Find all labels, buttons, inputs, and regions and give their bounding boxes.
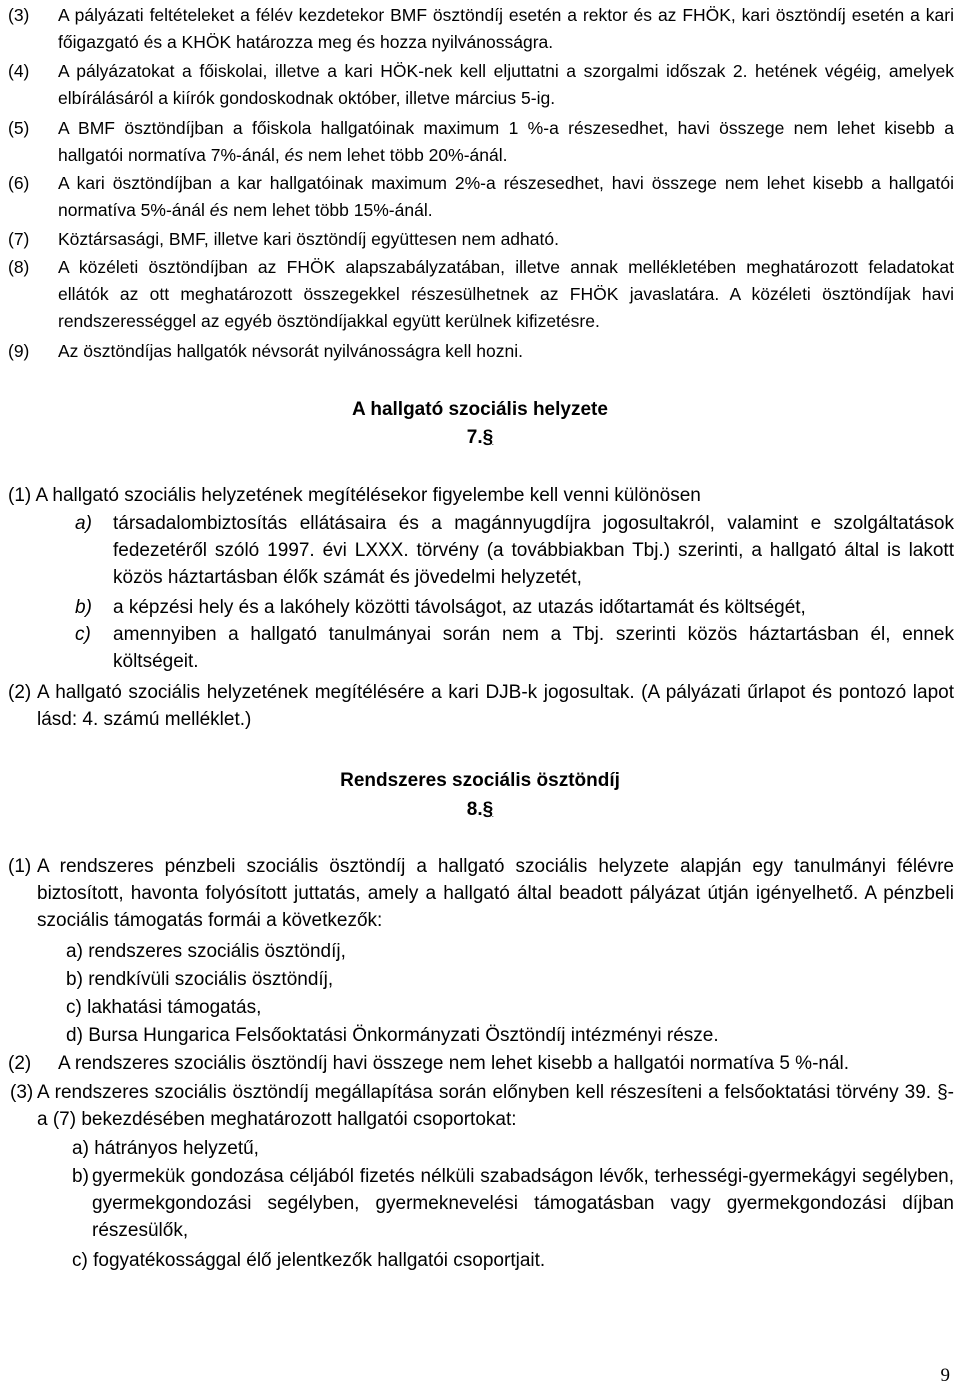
section-title: A hallgató szociális helyzete — [352, 399, 608, 420]
section8-list-item: b) rendkívüli szociális ösztöndíj, — [66, 969, 334, 990]
paragraph-7 — [8, 226, 954, 253]
paragraph-3 — [8, 2, 954, 56]
paragraph-text: A kari ösztöndíjban a kar hallgatóinak maximum 2%-a részesedhet, havi összege nem lehet kisebb a hallgatói normatíva 5%-ánál és nem lehet több 15%-ánál. — [58, 173, 954, 220]
section8-list-item: d) Bursa Hungarica Felsőoktatási Önkormányzati Ösztöndíj intézményi része. — [66, 1025, 719, 1046]
paragraph-8 — [8, 254, 954, 335]
paragraph-6 — [8, 170, 954, 224]
paragraph-text: A közéleti ösztöndíjban az FHÖK alapszabályzatában, illetve annak mellékletében meghatározott feladatokat ellátók az ott meghatározott összegekkel részesülhetnek az FHÖK javaslatára. A közéleti ösztöndíjak havi rendszerességgel az egyéb ösztöndíjakkal együtt kerülnek kifizetésre. — [58, 257, 954, 331]
paragraph-text: A pályázatokat a főiskolai, illetve a kari HÖK-nek kell eljuttatni a szorgalmi időszak 2. hetének végéig, amelyek elbírálásáról a kiírók gondoskodnak október, illetve március 5-ig. — [58, 61, 954, 108]
section8-paragraph-3: (3) A rendszeres szociális ösztöndíj megállapítása során előnyben kell részesíteni a felsőoktatási törvény 39. §-a (7) bekezdésében meghatározott hallgatói csoportokat: — [10, 1082, 954, 1130]
paragraph-number: (8) — [8, 257, 30, 277]
section8-paragraph-1: (1) A rendszeres pénzbeli szociális ösztöndíj a hallgató szociális helyzete alapján egy tanulmányi félévre biztosított, havonta folyósított juttatás, amely a hallgató által beadott pályázat útján igényelhető. A pénzbeli szociális támogatás formái a következők: — [8, 856, 954, 931]
page-number: 9 — [940, 1365, 950, 1386]
paragraph-text: A BMF ösztöndíjban a főiskola hallgatóinak maximum 1 %-a részesedhet, havi összege nem lehet kisebb a hallgatói normatíva 7%-ánál, és nem lehet több 20%-ánál. — [58, 118, 954, 165]
paragraph-number: (9) — [8, 341, 30, 361]
paragraph-4 — [8, 58, 954, 112]
section7-paragraph-1: (1) A hallgató szociális helyzetének megítélésekor figyelembe kell venni különösen — [8, 485, 701, 506]
section8-list-item: a) rendszeres szociális ösztöndíj, — [66, 941, 346, 962]
section-number: 7.§ — [466, 427, 494, 448]
paragraph-number: (5) — [8, 118, 30, 138]
section-title: Rendszeres szociális ösztöndíj — [340, 770, 620, 791]
paragraph-number: (4) — [8, 61, 30, 81]
paragraph-text: Köztársasági, BMF, illetve kari ösztöndíj együttesen nem adható. — [58, 229, 559, 249]
paragraph-text: A pályázati feltételeket a félév kezdetekor BMF ösztöndíj esetén a rektor és az FHÖK, kari ösztöndíj esetén a kari főigazgató és a KHÖK határozza meg és hozza nyilvánosságra. — [58, 5, 954, 52]
paragraph-number: (3) — [8, 5, 30, 25]
section8-list-item: c) lakhatási támogatás, — [66, 997, 262, 1018]
section7-paragraph-2: (2) A hallgató szociális helyzetének megítélésére a kari DJB-k jogosultak. (A pályázati űrlapot és pontozó lapot lásd: 4. számú melléklet.) — [8, 682, 954, 730]
section-number: 8.§ — [466, 799, 494, 820]
section8-group-item: b) gyermekük gondozása céljából fizetés nélküli szabadságon lévők, terhességi-gyermekágyi segélyben, gyermekgondozási segélyben, gyermeknevelési támogatásban vagy gyermekgondozási díjban részesülők, — [72, 1166, 954, 1241]
paragraph-number: (7) — [8, 229, 30, 249]
section8-paragraph-2: (2) A rendszeres szociális ösztöndíj havi összege nem lehet kisebb a hallgatói normatíva 5 %-nál. — [8, 1053, 850, 1074]
paragraph-number: (6) — [8, 173, 30, 193]
section7-item-b: b) a képzési hely és a lakóhely közötti távolságot, az utazás időtartamát és költségét, — [75, 597, 806, 618]
section8-group-item: c) fogyatékossággal élő jelentkezők hallgatói csoportjait. — [72, 1250, 546, 1271]
section7-item-c: c) amennyiben a hallgató tanulmányai során nem a Tbj. szerinti közös háztartásban él, ennek költségeit. — [75, 624, 954, 672]
section8-group-item: a) hátrányos helyzetű, — [72, 1138, 259, 1159]
section7-item-a: a) társadalombiztosítás ellátásaira és a magánnyugdíjra jogosultakról, valamint e szolgáltatások fedezetéről szóló 1997. évi LXXX. törvény (a továbbiakban Tbj.) szerinti, a hallgató által is lakott közös háztartásban élők számát és jövedelmi helyzetét, — [75, 513, 954, 588]
paragraph-5 — [8, 115, 954, 169]
paragraph-9 — [8, 338, 954, 365]
paragraph-text: Az ösztöndíjas hallgatók névsorát nyilvánosságra kell hozni. — [58, 341, 523, 361]
